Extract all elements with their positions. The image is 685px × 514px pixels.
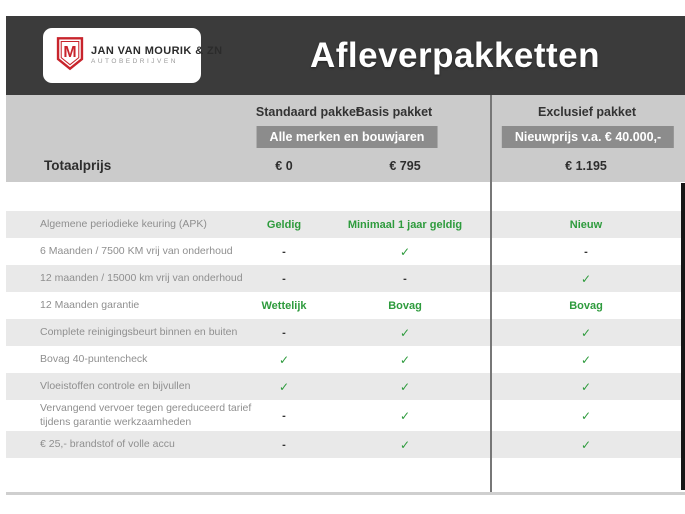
totaalprijs-basis: € 795	[389, 159, 421, 173]
column-header-standaard-pakket: Standaard pakket	[255, 105, 361, 119]
feature-label: Bovag 40-puntencheck	[40, 352, 148, 365]
shield-monogram-icon	[56, 36, 84, 76]
cell-standaard: ✓	[278, 379, 290, 394]
page-title: Afleverpakketten	[309, 35, 601, 75]
feature-table	[6, 211, 685, 458]
brand-subtitle: AUTOBEDRIJVEN	[91, 58, 178, 66]
bottom-rule	[6, 492, 685, 495]
cell-basis: ✓	[399, 379, 411, 394]
feature-label: Vloeistoffen controle en bijvullen	[40, 379, 191, 392]
feature-label: € 25,- brandstof of volle accu	[40, 437, 175, 450]
badge-nieuwprijs: Nieuwprijs v.a. € 40.000,-	[502, 126, 674, 148]
cell-standaard: -	[282, 409, 286, 422]
cell-basis: ✓	[399, 244, 411, 259]
totaalprijs-standaard: € 0	[275, 159, 293, 173]
feature-label: 6 Maanden / 7500 KM vrij van onderhoud	[40, 244, 233, 257]
totaalprijs-label: Totaalprijs	[44, 158, 112, 173]
table-row-12-maanden-onderhoud	[6, 265, 685, 292]
cell-basis: Bovag	[388, 299, 422, 312]
cell-basis: ✓	[399, 325, 411, 340]
cell-standaard: -	[282, 438, 286, 451]
logo-text	[91, 45, 222, 65]
cell-basis: ✓	[399, 408, 411, 423]
feature-label: Algemene periodieke keuring (APK)	[40, 217, 207, 230]
cell-exclusief: ✓	[580, 379, 592, 394]
cell-exclusief: -	[584, 245, 588, 258]
table-row-garantie	[6, 292, 685, 319]
header-bar	[6, 16, 685, 95]
brand-name: JAN VAN MOURIK & ZN	[91, 45, 223, 58]
content-frame	[6, 16, 685, 497]
column-header-basis-pakket: Basis pakket	[355, 105, 433, 119]
table-row-6-maanden-onderhoud	[6, 238, 685, 265]
right-edge-line	[681, 183, 685, 490]
feature-label: Vervangend vervoer tegen gereduceerd tarief tijdens garantie werkzaamheden	[40, 402, 252, 428]
cell-standaard: Geldig	[266, 218, 302, 231]
package-header-band	[6, 95, 685, 182]
table-row-vloeistoffen	[6, 373, 685, 400]
table-row-reinigingsbeurt	[6, 319, 685, 346]
cell-exclusief: Bovag	[569, 299, 603, 312]
cell-basis: ✓	[399, 352, 411, 367]
svg-text:M: M	[63, 43, 77, 61]
cell-standaard: -	[282, 326, 286, 339]
cell-exclusief: ✓	[580, 325, 592, 340]
column-header-exclusief-pakket: Exclusief pakket	[538, 105, 636, 119]
table-row-vervangend-vervoer	[6, 400, 685, 431]
totaalprijs-exclusief: € 1.195	[565, 159, 607, 173]
cell-basis: ✓	[399, 437, 411, 452]
table-row-brandstof	[6, 431, 685, 458]
table-row-puntencheck	[6, 346, 685, 373]
cell-basis: -	[403, 272, 407, 285]
column-divider-line	[490, 95, 492, 495]
table-row-apk	[6, 211, 685, 238]
cell-exclusief: Nieuw	[569, 218, 603, 231]
cell-standaard: -	[282, 272, 286, 285]
dealer-logo	[43, 28, 223, 83]
badge-alle-merken: Alle merken en bouwjaren	[257, 126, 438, 148]
cell-exclusief: ✓	[580, 352, 592, 367]
cell-standaard: ✓	[278, 352, 290, 367]
feature-label: 12 Maanden garantie	[40, 298, 140, 311]
cell-standaard: Wettelijk	[261, 299, 307, 312]
feature-label: 12 maanden / 15000 km vrij van onderhoud	[40, 271, 243, 284]
cell-exclusief: ✓	[580, 271, 592, 286]
cell-exclusief: ✓	[580, 408, 592, 423]
cell-basis: Minimaal 1 jaar geldig	[347, 218, 463, 231]
feature-label: Complete reinigingsbeurt binnen en buiten	[40, 325, 238, 338]
cell-exclusief: ✓	[580, 437, 592, 452]
cell-standaard: -	[282, 245, 286, 258]
